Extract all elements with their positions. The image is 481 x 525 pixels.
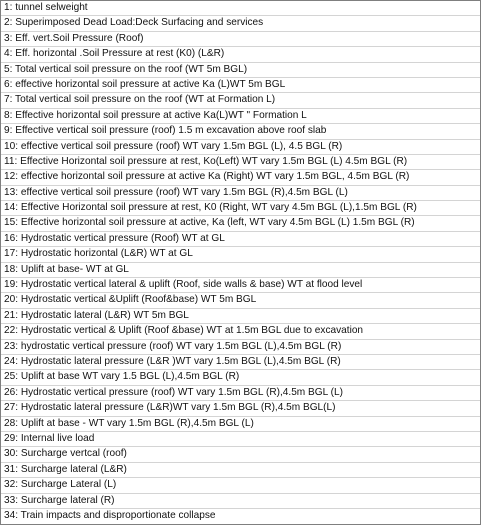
load-case-row[interactable]: 26: Hydrostatic vertical pressure (roof) WT vary 1.5m BGL (R),4.5m BGL (L) <box>1 386 480 401</box>
load-case-row[interactable]: 11: Effective Horizontal soil pressure at rest, Ko(Left) WT vary 1.5m BGL (L) 4.5m BGL (R) <box>1 155 480 170</box>
load-case-row[interactable]: 31: Surcharge lateral (L&R) <box>1 463 480 478</box>
load-case-row[interactable]: 15: Effective horizontal soil pressure at active, Ka (left, WT vary 4.5m BGL (L) 1.5m BGL (R) <box>1 216 480 231</box>
load-case-row[interactable]: 29: Internal live load <box>1 432 480 447</box>
load-case-row[interactable]: 10: effective vertical soil pressure (roof) WT vary 1.5m BGL (L), 4.5 BGL (R) <box>1 140 480 155</box>
load-case-row[interactable]: 12: effective horizontal soil pressure at active Ka (Right) WT vary 1.5m BGL, 4.5m BGL (R) <box>1 170 480 185</box>
load-case-row[interactable]: 17: Hydrostatic horizontal (L&R) WT at GL <box>1 247 480 262</box>
load-case-row[interactable]: 33: Surcharge lateral (R) <box>1 494 480 509</box>
load-case-row[interactable]: 14: Effective Horizontal soil pressure at rest, K0 (Right, WT vary 4.5m BGL (L),1.5m BGL (R) <box>1 201 480 216</box>
load-case-row[interactable]: 5: Total vertical soil pressure on the roof (WT 5m BGL) <box>1 63 480 78</box>
load-case-row[interactable]: 6: effective horizontal soil pressure at active Ka (L)WT 5m BGL <box>1 78 480 93</box>
load-case-row[interactable]: 24: Hydrostatic lateral pressure (L&R )WT vary 1.5m BGL (L),4.5m BGL (R) <box>1 355 480 370</box>
load-case-row[interactable]: 25: Uplift at base WT vary 1.5 BGL (L),4.5m BGL (R) <box>1 370 480 385</box>
load-case-row[interactable]: 7: Total vertical soil pressure on the roof (WT at Formation L) <box>1 93 480 108</box>
load-case-row[interactable]: 23: hydrostatic vertical pressure (roof) WT vary 1.5m BGL (L),4.5m BGL (R) <box>1 340 480 355</box>
load-case-row[interactable]: 20: Hydrostatic vertical &Uplift (Roof&base) WT 5m BGL <box>1 293 480 308</box>
load-case-row[interactable]: 19: Hydrostatic vertical lateral & uplift (Roof, side walls & base) WT at flood level <box>1 278 480 293</box>
load-case-row[interactable]: 32: Surcharge Lateral (L) <box>1 478 480 493</box>
load-case-row[interactable]: 34: Train impacts and disproportionate collapse <box>4 509 216 521</box>
load-case-row[interactable]: 8: Effective horizontal soil pressure at active Ka(L)WT " Formation L <box>1 109 480 124</box>
load-case-row[interactable]: 28: Uplift at base - WT vary 1.5m BGL (R),4.5m BGL (L) <box>1 417 480 432</box>
load-case-row[interactable]: 13: effective vertical soil pressure (roof) WT vary 1.5m BGL (R),4.5m BGL (L) <box>1 186 480 201</box>
load-case-row[interactable]: 4: Eff. horizontal .Soil Pressure at rest (K0) (L&R) <box>1 47 480 62</box>
load-case-row[interactable]: 3: Eff. vert.Soil Pressure (Roof) <box>1 32 480 47</box>
load-case-row[interactable]: 18: Uplift at base- WT at GL <box>1 263 480 278</box>
load-case-row[interactable]: 16: Hydrostatic vertical pressure (Roof) WT at GL <box>1 232 480 247</box>
load-case-row[interactable]: 27: Hydrostatic lateral pressure (L&R)WT vary 1.5m BGL (R),4.5m BGL(L) <box>1 401 480 416</box>
load-case-row[interactable]: 30: Surcharge vertcal (roof) <box>1 447 480 462</box>
load-case-row[interactable]: 21: Hydrostatic lateral (L&R) WT 5m BGL <box>1 309 480 324</box>
load-case-row[interactable]: 1: tunnel selweight <box>1 1 480 16</box>
load-case-row[interactable]: 9: Effective vertical soil pressure (roof) 1.5 m excavation above roof slab <box>1 124 480 139</box>
load-case-row[interactable]: 2: Superimposed Dead Load:Deck Surfacing and services <box>1 16 480 31</box>
load-case-row[interactable]: 22: Hydrostatic vertical & Uplift (Roof &base) WT at 1.5m BGL due to excavation <box>1 324 480 339</box>
